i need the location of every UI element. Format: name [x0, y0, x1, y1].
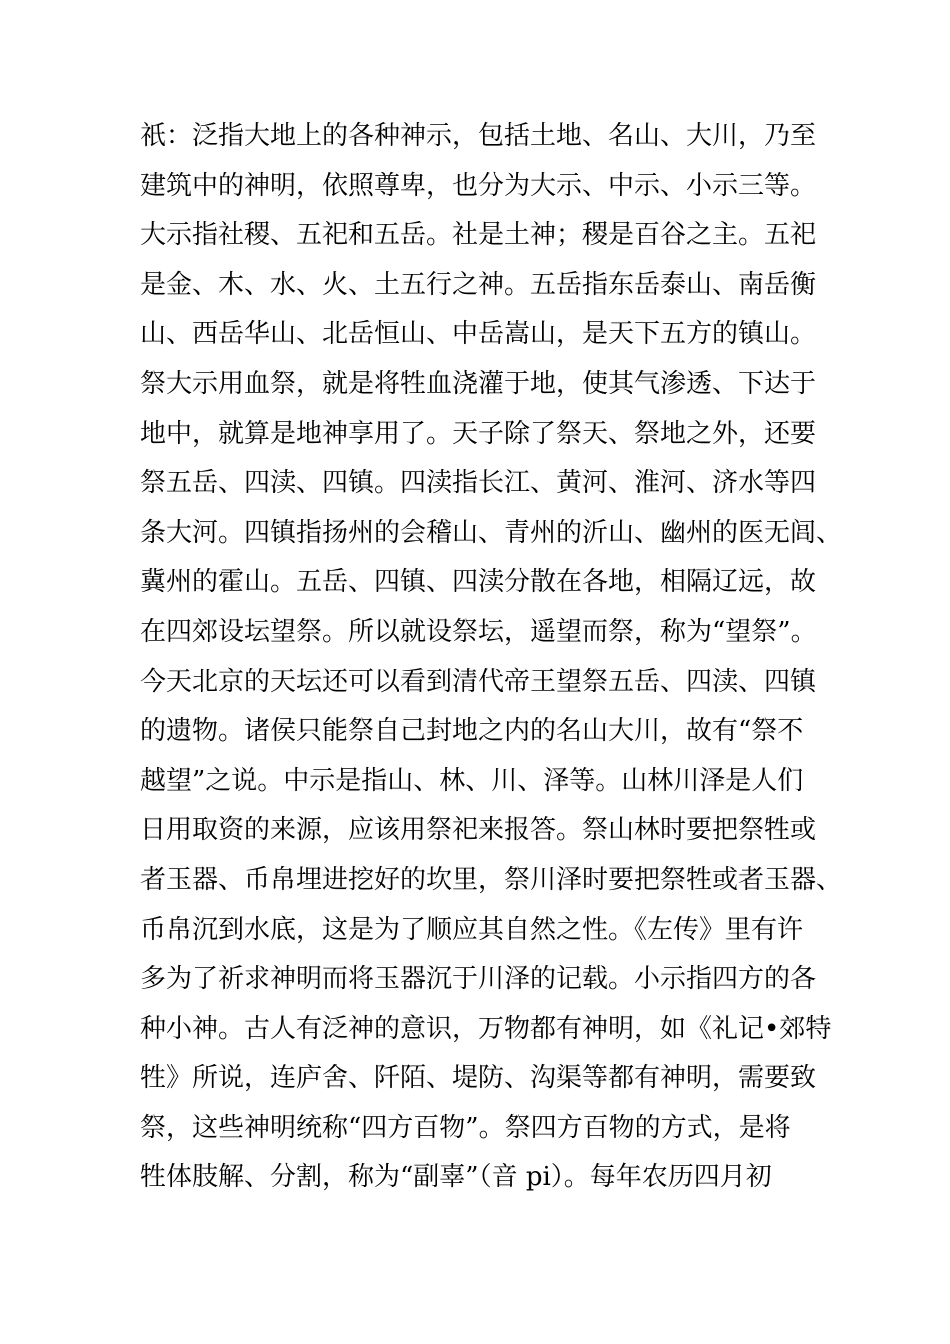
text-line: 祭，这些神明统称“四方百物”。祭四方百物的方式，是将 — [140, 1112, 791, 1143]
text-line: 地中，就算是地神享用了。天子除了祭天、祭地之外，还要 — [140, 418, 817, 449]
text-line: 种小神。古人有泛神的意识，万物都有神明，如《礼记•郊特 — [140, 1013, 832, 1044]
text-line: 祭大示用血祭，就是将牲血浇灌于地，使其气渗透、下达于 — [140, 368, 817, 399]
text-line: 祭五岳、四渎、四镇。四渎指长江、黄河、淮河、济水等四 — [140, 468, 817, 499]
text-line: 者玉器、币帛埋进挖好的坎里，祭川泽时要把祭牲或者玉器、 — [140, 864, 843, 895]
text-line: 大示指社稷、五祀和五岳。社是土神；稷是百谷之主。五祀 — [140, 220, 817, 251]
text-line: 多为了祈求神明而将玉器沉于川泽的记载。小示指四方的各 — [140, 964, 817, 995]
text-line: 山、西岳华山、北岳恒山、中岳嵩山，是天下五方的镇山。 — [140, 319, 817, 350]
text-line: 祇：泛指大地上的各种神示，包括土地、名山、大川，乃至 — [140, 121, 817, 151]
body-text — [140, 112, 843, 1203]
text-line: 是金、木、水、火、土五行之神。五岳指东岳泰山、南岳衡 — [140, 269, 817, 300]
text-line: 冀州的霍山。五岳、四镇、四渎分散在各地，相隔辽远，故 — [140, 567, 817, 598]
text-line: 建筑中的神明，依照尊卑，也分为大示、中示、小示三等。 — [140, 170, 817, 201]
text-line: 币帛沉到水底，这是为了顺应其自然之性。《左传》里有许 — [140, 914, 804, 945]
text-line: 今天北京的天坛还可以看到清代帝王望祭五岳、四渎、四镇 — [140, 666, 817, 697]
text-line: 的遗物。诸侯只能祭自己封地之内的名山大川，故有“祭不 — [140, 716, 804, 747]
text-line: 条大河。四镇指扬州的会稽山、青州的沂山、幽州的医无闾、 — [140, 517, 843, 548]
text-line: 越望”之说。中示是指山、林、川、泽等。山林川泽是人们 — [140, 765, 804, 796]
text-line: 日用取资的来源，应该用祭祀来报答。祭山林时要把祭牲或 — [140, 815, 817, 846]
text-line: 在四郊设坛望祭。所以就设祭坛，遥望而祭，称为“望祭”。 — [140, 616, 817, 647]
text-line: 牲》所说，连庐舍、阡陌、堤防、沟渠等都有神明，需要致 — [140, 1063, 817, 1094]
text-line: 牲体肢解、分割，称为“副辜”（音 pi）。每年农历四月初 — [140, 1162, 772, 1193]
